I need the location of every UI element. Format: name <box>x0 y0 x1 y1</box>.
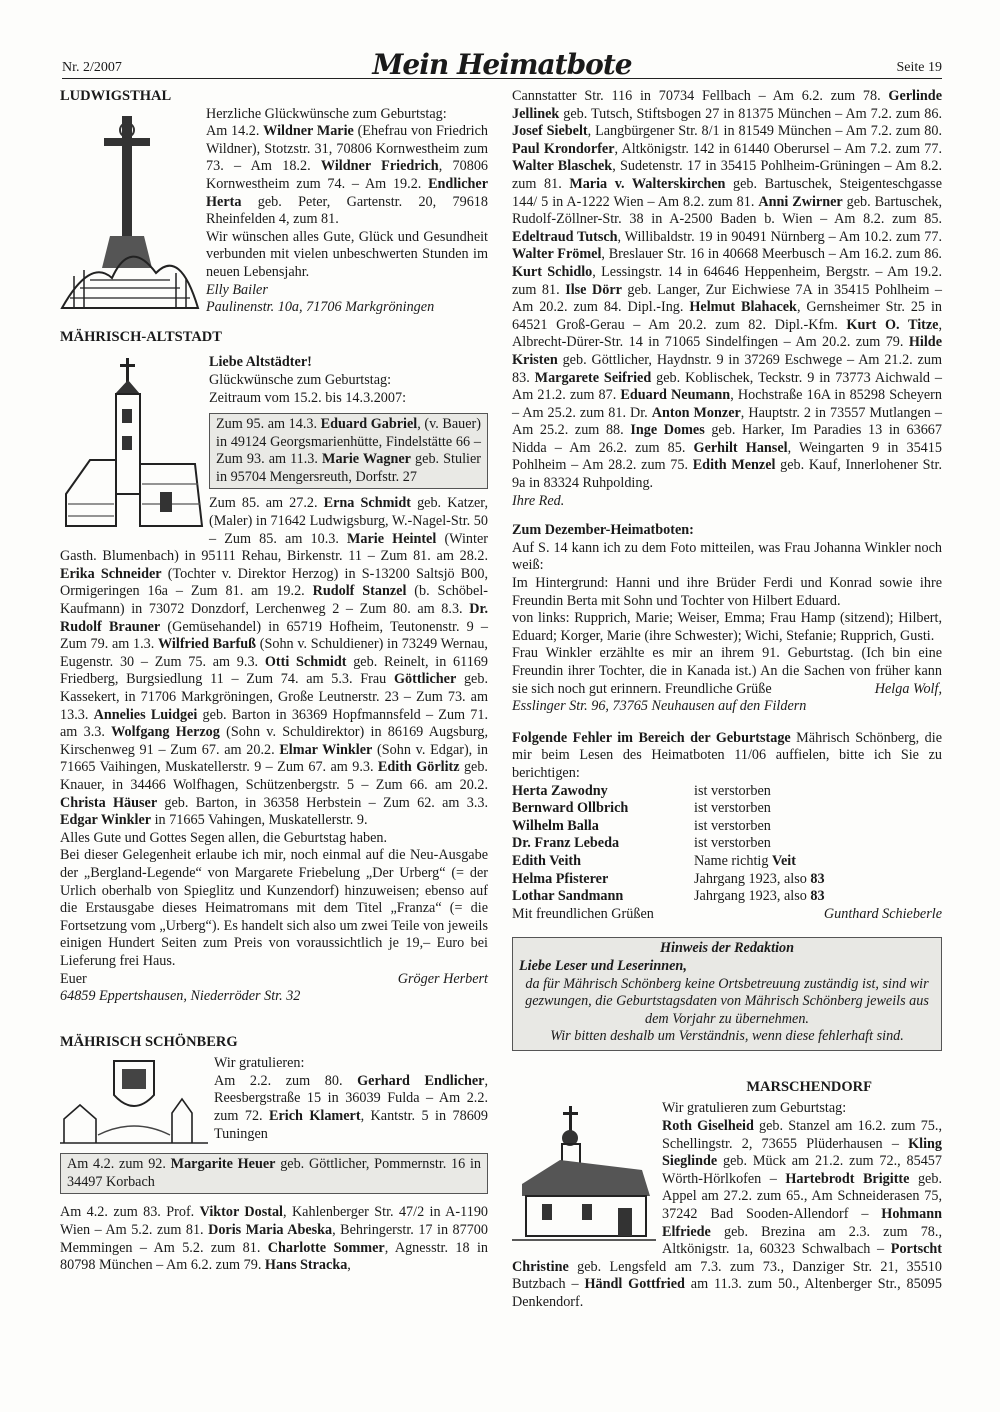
entry-text: geb. Tutsch, Stiftsbogen 27 in 81375 München – Am 7.2. zum 86. <box>559 105 942 122</box>
errata-correction: ist verstorben <box>694 782 771 799</box>
entry-text: geb. Koblischek, Teckstr. 9 in 73773 Aichwald – Am 21.2. zum 87. <box>512 369 943 404</box>
section-title-schoenberg: MÄHRISCH SCHÖNBERG <box>60 1033 238 1050</box>
entry-text: , Agnesstr. 18 in 80798 München – Am 6.2. zum 79. <box>60 1239 488 1274</box>
entry-text: , Langbürgener Str. 8/1 in 81549 München – Am 7.2. zum 80. <box>587 123 942 140</box>
dezember-para-1: Auf S. 14 kann ich zu dem Foto mitteilen, was Frau Johanna Winkler noch weiß: <box>512 539 942 574</box>
entry-text: (Gemüsehandel) in 65719 Hofheim, Teutonenstr. 9 – Zum 79. am 1.3. <box>60 618 489 653</box>
person-name: Walter Blaschek <box>512 158 613 175</box>
altstadt-intro: Glückwünsche zum Geburtstag: <box>209 371 392 388</box>
person-name: Eduard Gabriel <box>320 416 418 433</box>
altstadt-signature: Gröger Herbert <box>397 970 488 987</box>
ludwigsthal-signature: Elly Bailer <box>206 281 268 298</box>
person-name: Erika Schneider <box>60 565 162 582</box>
errata-row <box>512 853 825 871</box>
errata-name: Helma Pfisterer <box>512 870 609 887</box>
errata-name: Dr. Franz Lebeda <box>512 835 620 852</box>
altstadt-book-note: Bei dieser Gelegenheit erlaube ich mir, noch einmal auf die Neu-Ausgabe der „Bergland-Legende“ von Margarete Friebelung „Der Urberg“ (= der Urlich oberhalb von Spieglitz und Kunzendorf) hinzuweisen; ebenso auf die Erstausgabe dieses Heimatromans mit dem Titel „Franza“ (= die Fortsetzung vom „Urberg“). Es handelt sich also um zwei Teile von jeweils einigen Hundert Seiten zum Preis von voraussichtlich je 19,– Euro bei Lieferung frei Haus. <box>60 847 488 969</box>
page-number: Seite 19 <box>896 60 942 75</box>
entry-text: geb. Peter, Gartenstr. 20, 79618 Rheinfelden 4, zum 81. <box>206 193 488 228</box>
entry-text: , Kantstr. 5 in 78609 Tuningen <box>214 1108 488 1142</box>
schoenberg-birthdays-continued <box>60 1204 488 1273</box>
person-name: Paul Krondorfer <box>512 140 615 157</box>
altstadt-sign-address: 64859 Eppertshausen, Niederröder Str. 32 <box>60 988 301 1005</box>
person-name: Elmar Winkler <box>279 741 373 758</box>
person-name: Kurt O. Titze <box>846 316 939 333</box>
entry-text: geb. Kauf, Innerlohener Str. 9a in 83324 Ruhpolding. <box>512 457 942 492</box>
person-name: Endlicher Herta <box>206 175 488 210</box>
entry-text: Am 4.2. zum 83. Prof. <box>60 1204 200 1221</box>
ludwigsthal-wish: Wir wünschen alles Gute, Glück und Gesundheit verbunden mit vielen unbeschwerten Stunden im neuen Lebensjahr. <box>206 228 488 280</box>
entry-text: , 70806 Kornwestheim zum 74. – Am 19.2. <box>206 158 489 192</box>
church-illustration <box>60 354 205 534</box>
entry-text: (b. Schöbel-Kaufmann) in 73072 Donzdorf, Lerchenweg 2 – Zum 80. am 8.3. <box>60 583 488 618</box>
dezember-title: Zum Dezember-Heimatboten: <box>512 522 694 539</box>
entry-text: , Willibaldstr. 19 in 90491 Nürnberg – Am 10.2. zum 77. <box>617 228 943 245</box>
entry-text: geb. Appel am 27.2. zum 65., Am Schneiderasen 75, 37242 Bad Sooden-Allendorf – <box>662 1170 942 1223</box>
person-name: Händl Gottfried <box>584 1276 685 1293</box>
altstadt-greeting: Liebe Altstädter! <box>209 354 312 371</box>
errata-correction: ist verstorben <box>694 800 771 817</box>
person-name: Helmut Blahacek <box>689 299 797 316</box>
entry-text: , Hauptstr. 2 in 73557 Mutlangen – Am 25.2. zum 88. <box>512 404 942 439</box>
altstadt-blessing: Alles Gute und Gottes Segen allen, die Geburtstag haben. <box>60 829 388 846</box>
entry-text: , (v. Bauer) in 49124 Georgsmarienhütte, Findelstätte 66 – Zum 93. am 11.3. <box>216 416 482 468</box>
errata-correction: ist verstorben <box>694 835 771 852</box>
person-name: Gerhard Endlicher <box>357 1072 485 1089</box>
entry-text: , Altkönigstr. 142 in 61440 Oberursel – Am 7.2. zum 77. <box>614 140 942 157</box>
schoenberg-birthdays-right <box>512 88 942 491</box>
person-name: Walter Frömel <box>512 246 602 263</box>
errata-row <box>512 783 825 801</box>
chapel-illustration <box>512 1104 656 1244</box>
errata-name: Herta Zawodny <box>512 782 608 799</box>
person-name: Edith Menzel <box>692 457 776 474</box>
entry-text: , Kahlenberger Str. 47/2 in A-1190 Wien – Am 5.2. zum 81. <box>60 1204 489 1239</box>
editorial-notice-end: Wir bitten deshalb um Verständnis, wenn diese fehlerhaft sind. <box>550 1028 904 1045</box>
person-name: Wildner Marie <box>263 123 354 140</box>
entry-text: Am 14.2. <box>206 123 264 140</box>
person-name: Erich Klamert <box>269 1108 361 1125</box>
person-name: Dr. Rudolf Brauner <box>60 601 488 635</box>
errata-correction-value: 83 <box>810 870 825 887</box>
person-name: Kurt Schidlo <box>512 263 593 280</box>
ludwigsthal-sign-address: Paulinenstr. 10a, 71706 Markgröningen <box>206 299 435 316</box>
errata-correction: Name richtig Veit <box>694 852 796 869</box>
ludwigsthal-intro: Herzliche Glückwünsche zum Geburtstag: <box>206 105 447 122</box>
dezember-signature: Helga Wolf, <box>874 680 942 697</box>
schoenberg-intro: Wir gratulieren: <box>214 1055 305 1072</box>
entry-text: geb. Katzer, (Maler) in 71642 Ludwigsburg, W.-Nagel-Str. 50 – Zum 85. am 10.3. <box>209 495 488 547</box>
entry-text: , Breslauer Str. 16 in 40668 Meerbusch – Am 16.2. zum 86. <box>601 246 942 263</box>
person-name: Gerlinde Jellinek <box>512 88 942 122</box>
person-name: Hans Stracka <box>264 1257 348 1274</box>
person-name: Hohmann Elfriede <box>662 1206 942 1240</box>
errata-intro: Mährisch Schönberg, die mir beim Lesen des Heimatboten 11/06 auffielen, bitte ich Sie zu berichtigen: <box>512 729 942 781</box>
errata-row <box>512 888 825 906</box>
person-name: Inge Domes <box>630 422 705 439</box>
entry-text: in 71665 Vahingen, Muskatellerstr. 9. <box>151 812 368 829</box>
person-name: Wolfgang Herzog <box>111 724 220 741</box>
errata-correction-value: Veit <box>772 852 796 869</box>
schoenberg-highlight-box <box>60 1153 488 1194</box>
person-name: Marie Heintel <box>347 530 437 547</box>
entry-text: Zum 85. am 27.2. <box>209 495 324 512</box>
crucifix-illustration <box>60 108 200 318</box>
entry-text: , Sudetenstr. 17 in 35415 Pohlheim-Grüningen – Am 8.2. zum 81. <box>512 158 942 192</box>
person-name: Hartebrodt Brigitte <box>785 1170 910 1187</box>
entry-text: geb. Barton in 36369 Hopfmannsfeld – Zum 71. am 3.3. <box>60 706 489 741</box>
entry-text: geb. Stulier in 95704 Mengersreuth, Dorfstr. 27 <box>216 451 481 485</box>
dezember-para-3: von links: Rupprich, Marie; Weiser, Emma; Frau Hamp (sitzend); Hilbert, Eduard; Korger, Marie (ihre Schwester); Wichi, Stefanie; Rupprich, Gusti. <box>512 610 942 644</box>
person-name: Anton Monzer <box>651 404 741 421</box>
errata-row <box>512 871 825 889</box>
errata-correction: ist verstorben <box>694 817 771 834</box>
errata-row <box>512 835 825 853</box>
right-column <box>512 88 942 1312</box>
entry-text: geb. Brezina am 2.3. zum 78., Altkönigstr. 1a, 60323 Schwalbach – <box>662 1223 942 1258</box>
person-name: Viktor Dostal <box>199 1204 284 1221</box>
left-column <box>60 88 488 1275</box>
errata-correction-value: 83 <box>810 888 825 905</box>
errata-table <box>512 783 825 906</box>
errata-name: Bernward Ollbrich <box>512 800 629 817</box>
altstadt-highlight-box <box>209 413 488 489</box>
entry-text: geb. Göttlicher, Haydnstr. 9 in 37269 Eschwege – Am 21.2. zum 83. <box>512 351 942 386</box>
altstadt-box-text <box>216 416 481 485</box>
header-rule <box>62 78 942 79</box>
editorial-notice-box <box>512 937 942 1051</box>
errata-name: Edith Veith <box>512 852 581 869</box>
person-name: Rudolf Stanzel <box>312 583 407 600</box>
person-name: Charlotte Sommer <box>267 1239 385 1256</box>
dezember-sign-address: Esslinger Str. 96, 73765 Neuhausen auf den Fildern <box>512 698 807 715</box>
entry-text: , Gernsheimer Str. 25 in 64521 Groß-Gerau – Am 20.2. zum 82. Dipl.-Kfm. <box>512 299 942 333</box>
entry-text: Cannstatter Str. 116 in 70734 Fellbach – Am 6.2. zum 78. <box>512 88 889 104</box>
entry-text: (Sohn v. Edgar), in 71665 Vaihingen, Muskatellerstr. 9 – Zum 67. am 9.3. <box>60 741 488 776</box>
entry-text: (Sohn v. Schuldiener) in 73249 Wernau, Eugenstr. 30 – Zum 75. am 9.3. <box>60 636 488 670</box>
person-name: Edgar Winkler <box>60 812 152 829</box>
entry-text: geb. Barton, in 36358 Herbstein – Zum 62. am 3.3. <box>157 794 489 811</box>
editorial-notice-body: da für Mährisch Schönberg keine Ortsbetreuung zuständig ist, sind wir gezwungen, die Geburtstagsdaten von Mährisch Schönberg jeweils aus dem Vorjahr zu übernehmen. <box>525 975 929 1027</box>
entry-text: , Albrecht-Dürer-Str. 14 in 71065 Sindelfingen – Am 20.2. zum 79. <box>512 316 942 351</box>
person-name: Hilde Kristen <box>512 334 942 368</box>
errata-lead: Folgende Fehler im Bereich der Geburtstage <box>512 729 791 746</box>
section-title-marschendorf: MARSCHENDORF <box>746 1078 872 1095</box>
person-name: Ilse Dörr <box>565 281 622 298</box>
person-name: Christa Häuser <box>60 794 158 811</box>
person-name: Margarete Seifried <box>534 369 652 386</box>
entry-text: , <box>347 1257 351 1274</box>
entry-text: , Weingarten 9 in 35415 Pohlheim – Am 28.2. zum 75. <box>512 439 942 474</box>
person-name: Göttlicher <box>394 671 457 688</box>
editorial-notice-salutation: Liebe Leser und Leserinnen, <box>519 957 687 974</box>
person-name: Maria v. Walterskirchen <box>569 175 726 192</box>
entry-text: geb. Reinelt, in 61169 Friedberg, Burgsiedlung 11 – Zum 74. am 5.3. Frau <box>60 653 488 688</box>
editorial-notice-title: Hinweis der Redaktion <box>659 940 794 957</box>
person-name: Wilfried Barfuß <box>158 636 257 653</box>
entry-text: , Hochstraße 16A in 85298 Scheyern – Am 25.2. zum 81. Dr. <box>512 387 942 421</box>
errata-name: Wilhelm Balla <box>512 817 599 834</box>
person-name: Anni Zwirner <box>758 193 843 210</box>
person-name: Roth Giselheid <box>662 1118 754 1135</box>
schoenberg-birthdays <box>214 1073 488 1142</box>
person-name: Edith Görlitz <box>377 759 460 776</box>
entry-text: Am 2.2. zum 80. <box>214 1072 358 1089</box>
person-name: Portscht Christine <box>512 1241 942 1275</box>
issue-number: Nr. 2/2007 <box>62 60 122 75</box>
entry-text: (Tochter v. Direktor Herzog) in S-13200 Saltsjö B00, Ormigeringen 16a – Zum 81. am 19.2. <box>60 565 488 600</box>
schoenberg-box-text <box>67 1156 481 1190</box>
entry-text: geb. Bartuschek, Rudolf-Zöllner-Str. 38 in A-2500 Baden b. Wien – Am 8.2. zum 85. <box>512 193 943 228</box>
person-name: Edeltraud Tutsch <box>512 228 618 245</box>
entry-text: geb. Bartuschek, Steigenteschgasse 144/ 5 in A-1222 Wien – Am 8.2. zum 81. <box>512 175 942 210</box>
altstadt-closing: Euer <box>60 970 87 987</box>
masthead-logo: Mein Heimatbote <box>372 48 632 81</box>
marschendorf-intro: Wir gratulieren zum Geburtstag: <box>662 1100 847 1117</box>
dezember-para-2: Im Hintergrund: Hanni und ihre Brüder Ferdi und Konrad sowie ihre Freundin Berta mit Sohn und Tochter von Hilbert Eduard. <box>512 575 942 609</box>
section-title-altstadt: MÄHRISCH-ALTSTADT <box>60 328 222 345</box>
town-coat-of-arms-illustration <box>60 1055 208 1147</box>
person-name: Margarite Heuer <box>170 1156 276 1173</box>
errata-name: Lothar Sandmann <box>512 888 624 905</box>
entry-text: Zum 95. am 14.3. <box>216 416 321 433</box>
altstadt-period: Zeitraum vom 15.2. bis 14.3.2007: <box>209 389 407 406</box>
errata-row <box>512 800 825 818</box>
person-name: Wildner Friedrich <box>320 158 439 175</box>
errata-signature: Gunthard Schieberle <box>823 905 942 922</box>
person-name: Eduard Neumann <box>620 387 731 404</box>
entry-text: geb. Mück am 21.2. zum 72., 85457 Wörth-Hörlkofen – <box>662 1153 942 1187</box>
entry-text: geb. Harker, Im Paradies 13 in 63667 Nidda – Am 26.2. zum 85. <box>512 422 942 456</box>
entry-text: , Reesbergstraße 15 in 36039 Fulda – Am 2.2. zum 72. <box>214 1072 488 1125</box>
entry-text: geb. Knauer, in 34466 Wolfhagen, Schützenbergstr. 5 – Zum 66. am 20.2. <box>60 759 488 793</box>
errata-closing: Mit freundlichen Grüßen <box>512 905 654 922</box>
altstadt-birthdays <box>60 495 488 828</box>
person-name: Erna Schmidt <box>323 495 411 512</box>
entry-text: (Ehefrau von Friedrich Wildner), Stotzstr. 31, 70806 Kornwestheim zum 73. – Am 18.2. <box>206 123 488 175</box>
redaktion-signature: Ihre Red. <box>512 492 565 509</box>
person-name: Annelies Luidgei <box>93 706 198 723</box>
entry-text: Am 4.2. zum 92. <box>67 1156 171 1173</box>
ludwigsthal-birthdays <box>206 123 488 227</box>
person-name: Josef Siebelt <box>512 123 588 140</box>
errata-correction: Jahrgang 1923, also 83 <box>694 888 825 905</box>
entry-text: geb. Kassekert, in 71706 Markgröningen, Große Leutnerstr. 23 – Zum 73. am 13.3. <box>60 671 488 723</box>
entry-text: geb. Göttlicher, Pommernstr. 16 in 34497 Korbach <box>67 1156 481 1190</box>
section-title-ludwigsthal: LUDWIGSTHAL <box>60 88 172 104</box>
person-name: Doris Maria Abeska <box>208 1222 333 1239</box>
person-name: Gerhilt Hansel <box>693 439 788 456</box>
entry-text: geb. Stanzel am 16.2. zum 75., Schellingstr. 2, 73655 Plüderhausen – <box>662 1118 942 1152</box>
person-name: Marie Wagner <box>322 451 411 468</box>
entry-text: geb. Lengsfeld am 7.3. zum 73., Danziger Str. 21, 35510 Butzbach – <box>512 1258 942 1293</box>
entry-text: (Winter Gasth. Blumenbach) in 95111 Rehau, Birkenstr. 11 – Zum 81. am 28.2. <box>60 530 488 565</box>
person-name: Otti Schmidt <box>264 653 347 670</box>
entry-text: , Behringerstr. 17 in 87700 Memmingen – Am 5.2. zum 81. <box>60 1222 488 1256</box>
errata-correction: Jahrgang 1923, also 83 <box>694 870 825 887</box>
entry-text: , Lessingstr. 14 in 64646 Heppenheim, Bergstr. – Am 19.2. zum 81. <box>512 263 942 298</box>
entry-text: (Sohn v. Schuldirektor) in 86169 Augsburg, Kirschenweg 91 – Zum 67. am 20.2. <box>60 724 488 758</box>
entry-text: geb. Langer, Zur Eichwiese 7A in 35415 Pohlheim – Am 20.2. zum 84. Dipl.-Ing. <box>512 281 943 316</box>
person-name: Kling Sieglinde <box>662 1135 942 1170</box>
dezember-para-4: Frau Winkler erzählte es mir an ihrem 91. Geburtstag. (Ich bin eine Freundin ihrer Tochter, die in Kanada ist.) An die Sachen von früher kann sie sich noch gut erinnern. Freundliche Grüße <box>512 645 942 697</box>
entry-text: am 11.3. zum 50., Altenberger Str., 85095 Denkendorf. <box>512 1276 942 1310</box>
errata-row <box>512 818 825 836</box>
